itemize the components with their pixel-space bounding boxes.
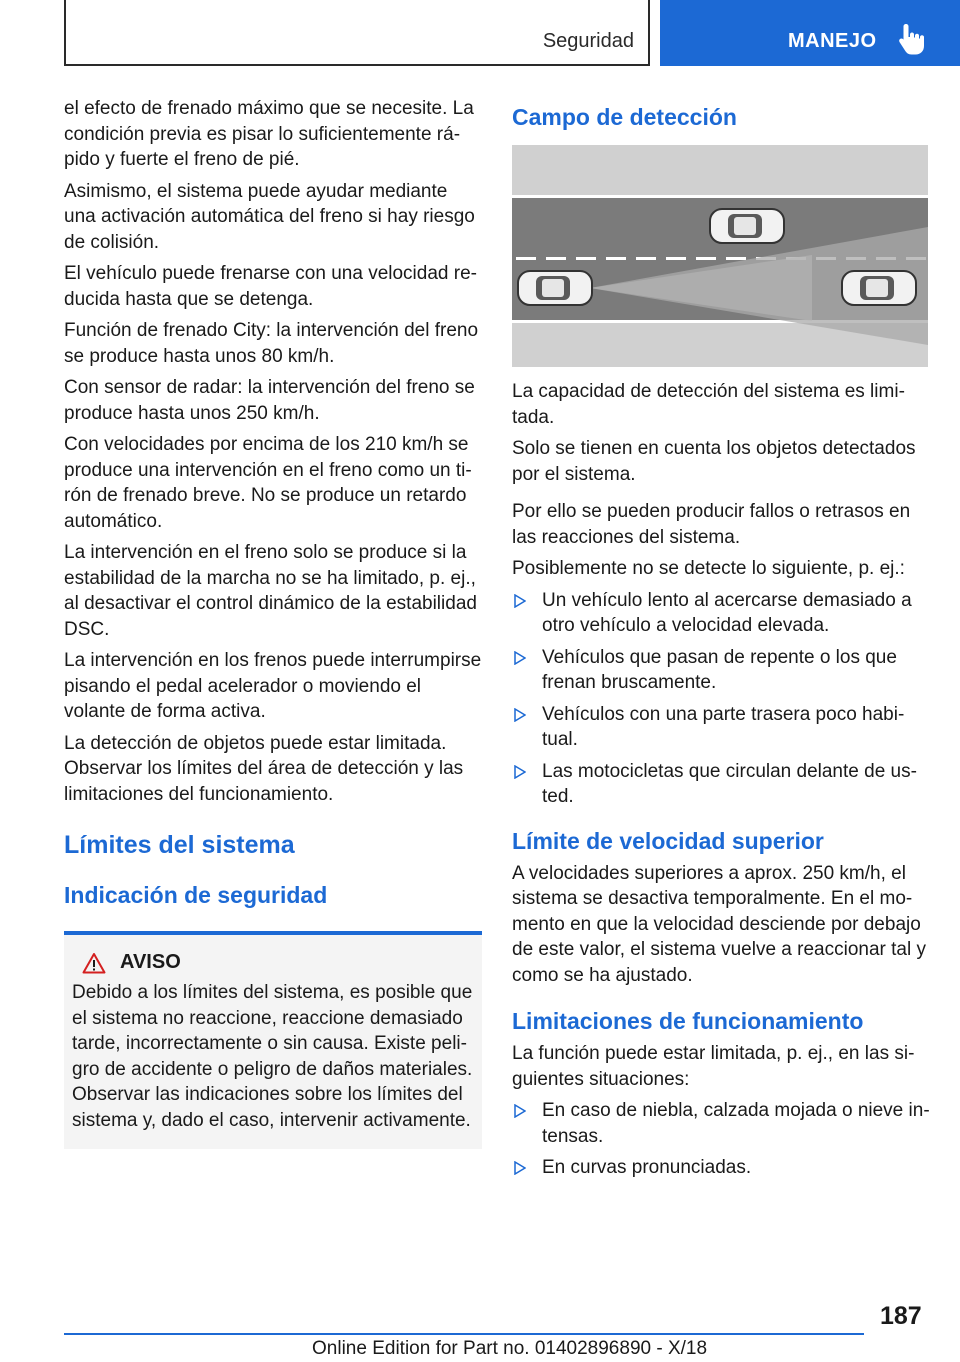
paragraph: A velocidades superiores a aprox. 250 km/h, el sistema se desactiva temporalmente. En el momento en que la velocidad desciende por debajo de este valor, el sistema vuelve a reaccionar tal y como se ha ajustado. — [512, 862, 926, 986]
paragraph: Solo se tienen en cuenta los objetos detectados por el sistema. — [512, 438, 916, 485]
paragraph: Con velocidades por encima de los 210 km/h se produce una intervención en el freno como un tirón de frenado breve. No se produce un retardo automático. — [64, 434, 472, 532]
warning-title: AVISO — [120, 951, 181, 973]
detection-field-illustration — [512, 145, 928, 367]
warning-header — [72, 951, 474, 974]
page-number: 187 — [880, 1302, 922, 1330]
list-item — [512, 702, 930, 753]
undetected-objects-list — [512, 588, 930, 810]
list-item — [512, 645, 930, 696]
warning-box — [64, 931, 482, 1149]
paragraph: Por ello se pueden producir fallos o retrasos en las reacciones del sistema. — [512, 501, 911, 548]
bullet-triangle-icon — [514, 708, 526, 722]
paragraph: La capacidad de detección del sistema es limitada. — [512, 381, 905, 428]
paragraph: La función puede estar limitada, p. ej., en las siguientes situaciones: — [512, 1043, 915, 1090]
list-item — [512, 588, 930, 639]
heading-functional-limits: Limitaciones de funcionamiento — [512, 1008, 864, 1034]
paragraph: El vehículo puede frenarse con una velocidad reducida hasta que se detenga. — [64, 263, 477, 310]
list-item — [512, 759, 930, 810]
warning-triangle-icon — [82, 952, 106, 974]
detection-field-drawing — [512, 145, 928, 367]
right-column — [512, 96, 930, 1187]
paragraph: La detección de objetos puede estar limitada. Observar los límites del área de detección y las limitaciones del funcionamiento. — [64, 732, 464, 805]
paragraph: La intervención en el freno solo se produce si la estabilidad de la marcha no se ha limitado, p. ej., al desactivar el control dinámico de la estabilidad DSC. — [64, 542, 477, 640]
list-item — [512, 1155, 930, 1181]
header-chapter-title: MANEJO — [788, 30, 877, 52]
bullet-triangle-icon — [514, 594, 526, 608]
heading-safety-notice: Indicación de seguridad — [64, 882, 328, 908]
left-column — [64, 96, 482, 1149]
footer-divider — [64, 1333, 864, 1335]
vehicle-other-lane-icon — [710, 209, 784, 243]
list-item-text: Vehículos que pasan de repente o los que frenan bruscamente. — [542, 646, 897, 693]
warning-text: Debido a los límites del sistema, es posible que el sistema no reaccione, reaccione demasiado tarde, incorrectamente o sin causa. Existe peligro de accidente o peligro de daños materiales. Observar las indicaciones sobre los límites del sistema y, dado el caso, intervenir activamente. — [72, 982, 473, 1131]
list-item-text: En curvas pronunciadas. — [542, 1157, 752, 1178]
vehicle-ahead-icon — [842, 271, 916, 305]
paragraph: La intervención en los frenos puede interrumpirse pisando el pedal acelerador o moviendo el volante de forma activa. — [64, 650, 482, 722]
ego-car-icon — [518, 271, 592, 305]
list-item-text: En caso de niebla, calzada mojada o nieve intensas. — [542, 1100, 930, 1147]
header-section-title: Seguridad — [542, 30, 634, 52]
paragraph: Posiblemente no se detecte lo siguiente, p. ej.: — [512, 558, 905, 579]
bullet-triangle-icon — [514, 765, 526, 779]
bullet-triangle-icon — [514, 1161, 526, 1175]
heading-detection-field: Campo de detección — [512, 104, 737, 130]
header-section-tab — [64, 0, 650, 66]
list-item-text: Vehículos con una parte trasera poco habitual. — [542, 703, 905, 750]
footer-edition: Online Edition for Part no. 01402896890 - X/18 — [312, 1338, 708, 1359]
list-item — [512, 1098, 930, 1149]
bullet-triangle-icon — [514, 1104, 526, 1118]
heading-system-limits: Límites del sistema — [64, 831, 295, 859]
paragraph: Asimismo, el sistema puede ayudar mediante una activación automática del freno si hay riesgo de colisión. — [64, 180, 475, 253]
paragraph: Función de frenado City: la intervención del freno se produce hasta unos 80 km/h. — [64, 320, 479, 367]
heading-speed-limit: Límite de velocidad superior — [512, 827, 824, 854]
header-chapter-tab — [660, 0, 960, 66]
bullet-triangle-icon — [514, 651, 526, 665]
functional-limits-list — [512, 1098, 930, 1181]
list-item-text: Un vehículo lento al acercarse demasiado a otro vehículo a velocidad elevada. — [542, 589, 912, 636]
paragraph: Con sensor de radar: la intervención del freno se produce hasta unos 250 km/h. — [64, 377, 475, 424]
paragraph: el efecto de frenado máximo que se necesite. La condición previa es pisar lo suficientemente rápido y fuerte el freno de pié. — [64, 98, 474, 170]
hand-pointer-icon — [896, 22, 926, 56]
list-item-text: Las motocicletas que circulan delante de usted. — [542, 760, 917, 807]
